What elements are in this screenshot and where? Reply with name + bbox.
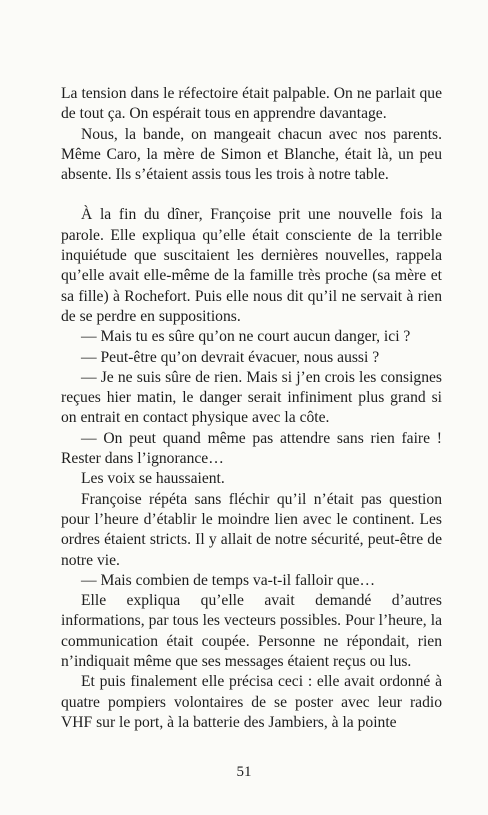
paragraph-7: Et puis finalement elle précisa ceci : elle avait ordonné à quatre pompiers volontaires de se poster avec leur radio VHF sur le port, à la batterie des Jambiers, à la pointe bbox=[61, 673, 442, 731]
dialogue-line-5: — Mais combien de temps va-t-il falloir que… bbox=[81, 571, 376, 589]
dialogue-line-1: — Mais tu es sûre qu’on ne court aucun danger, ici ? bbox=[81, 328, 411, 346]
paragraph-4: Les voix se haussaient. bbox=[81, 470, 225, 488]
body-text bbox=[61, 84, 442, 733]
paragraph-6: Elle expliqua qu’elle avait demandé d’autres informations, par tous les vecteurs possibles. Pour l’heure, la communication était coupée. Personne ne répondait, rien n’indiquait même que ses messages étaient reçus ou lus. bbox=[61, 592, 442, 671]
dialogue-line-4: — On peut quand même pas attendre sans rien faire ! Rester dans l’ignorance… bbox=[61, 429, 442, 468]
paragraph-3: À la fin du dîner, Françoise prit une nouvelle fois la parole. Elle expliqua qu’elle était consciente de la terrible inquiétude que suscitaient les dernières nouvelles, rappela qu’elle avait elle-même de la famille très proche (sa mère et sa fille) à Rochefort. Puis elle nous dit qu’il ne servait à rien de se perdre en suppositions. bbox=[61, 206, 442, 325]
page-number: 51 bbox=[236, 764, 252, 780]
paragraph-2: Nous, la bande, on mangeait chacun avec nos parents. Même Caro, la mère de Simon et Blanche, était là, un peu absente. Ils s’étaient assis tous les trois à notre table. bbox=[61, 125, 442, 184]
dialogue-line-3: — Je ne suis sûre de rien. Mais si j’en crois les consignes reçues hier matin, le danger serait infiniment plus grand si on entrait en contact physique avec la côte. bbox=[61, 368, 442, 427]
paragraph-1: La tension dans le réfectoire était palpable. On ne parlait que de tout ça. On espérait tous en apprendre davantage. bbox=[61, 85, 442, 123]
paragraph-5: Françoise répéta sans fléchir qu’il n’était pas question pour l’heure d’établir le moindre lien avec le continent. Les ordres étaient stricts. Il y allait de notre sécurité, peut-être de notre vie. bbox=[61, 490, 442, 569]
dialogue-line-2: — Peut-être qu’on devrait évacuer, nous aussi ? bbox=[81, 348, 380, 366]
